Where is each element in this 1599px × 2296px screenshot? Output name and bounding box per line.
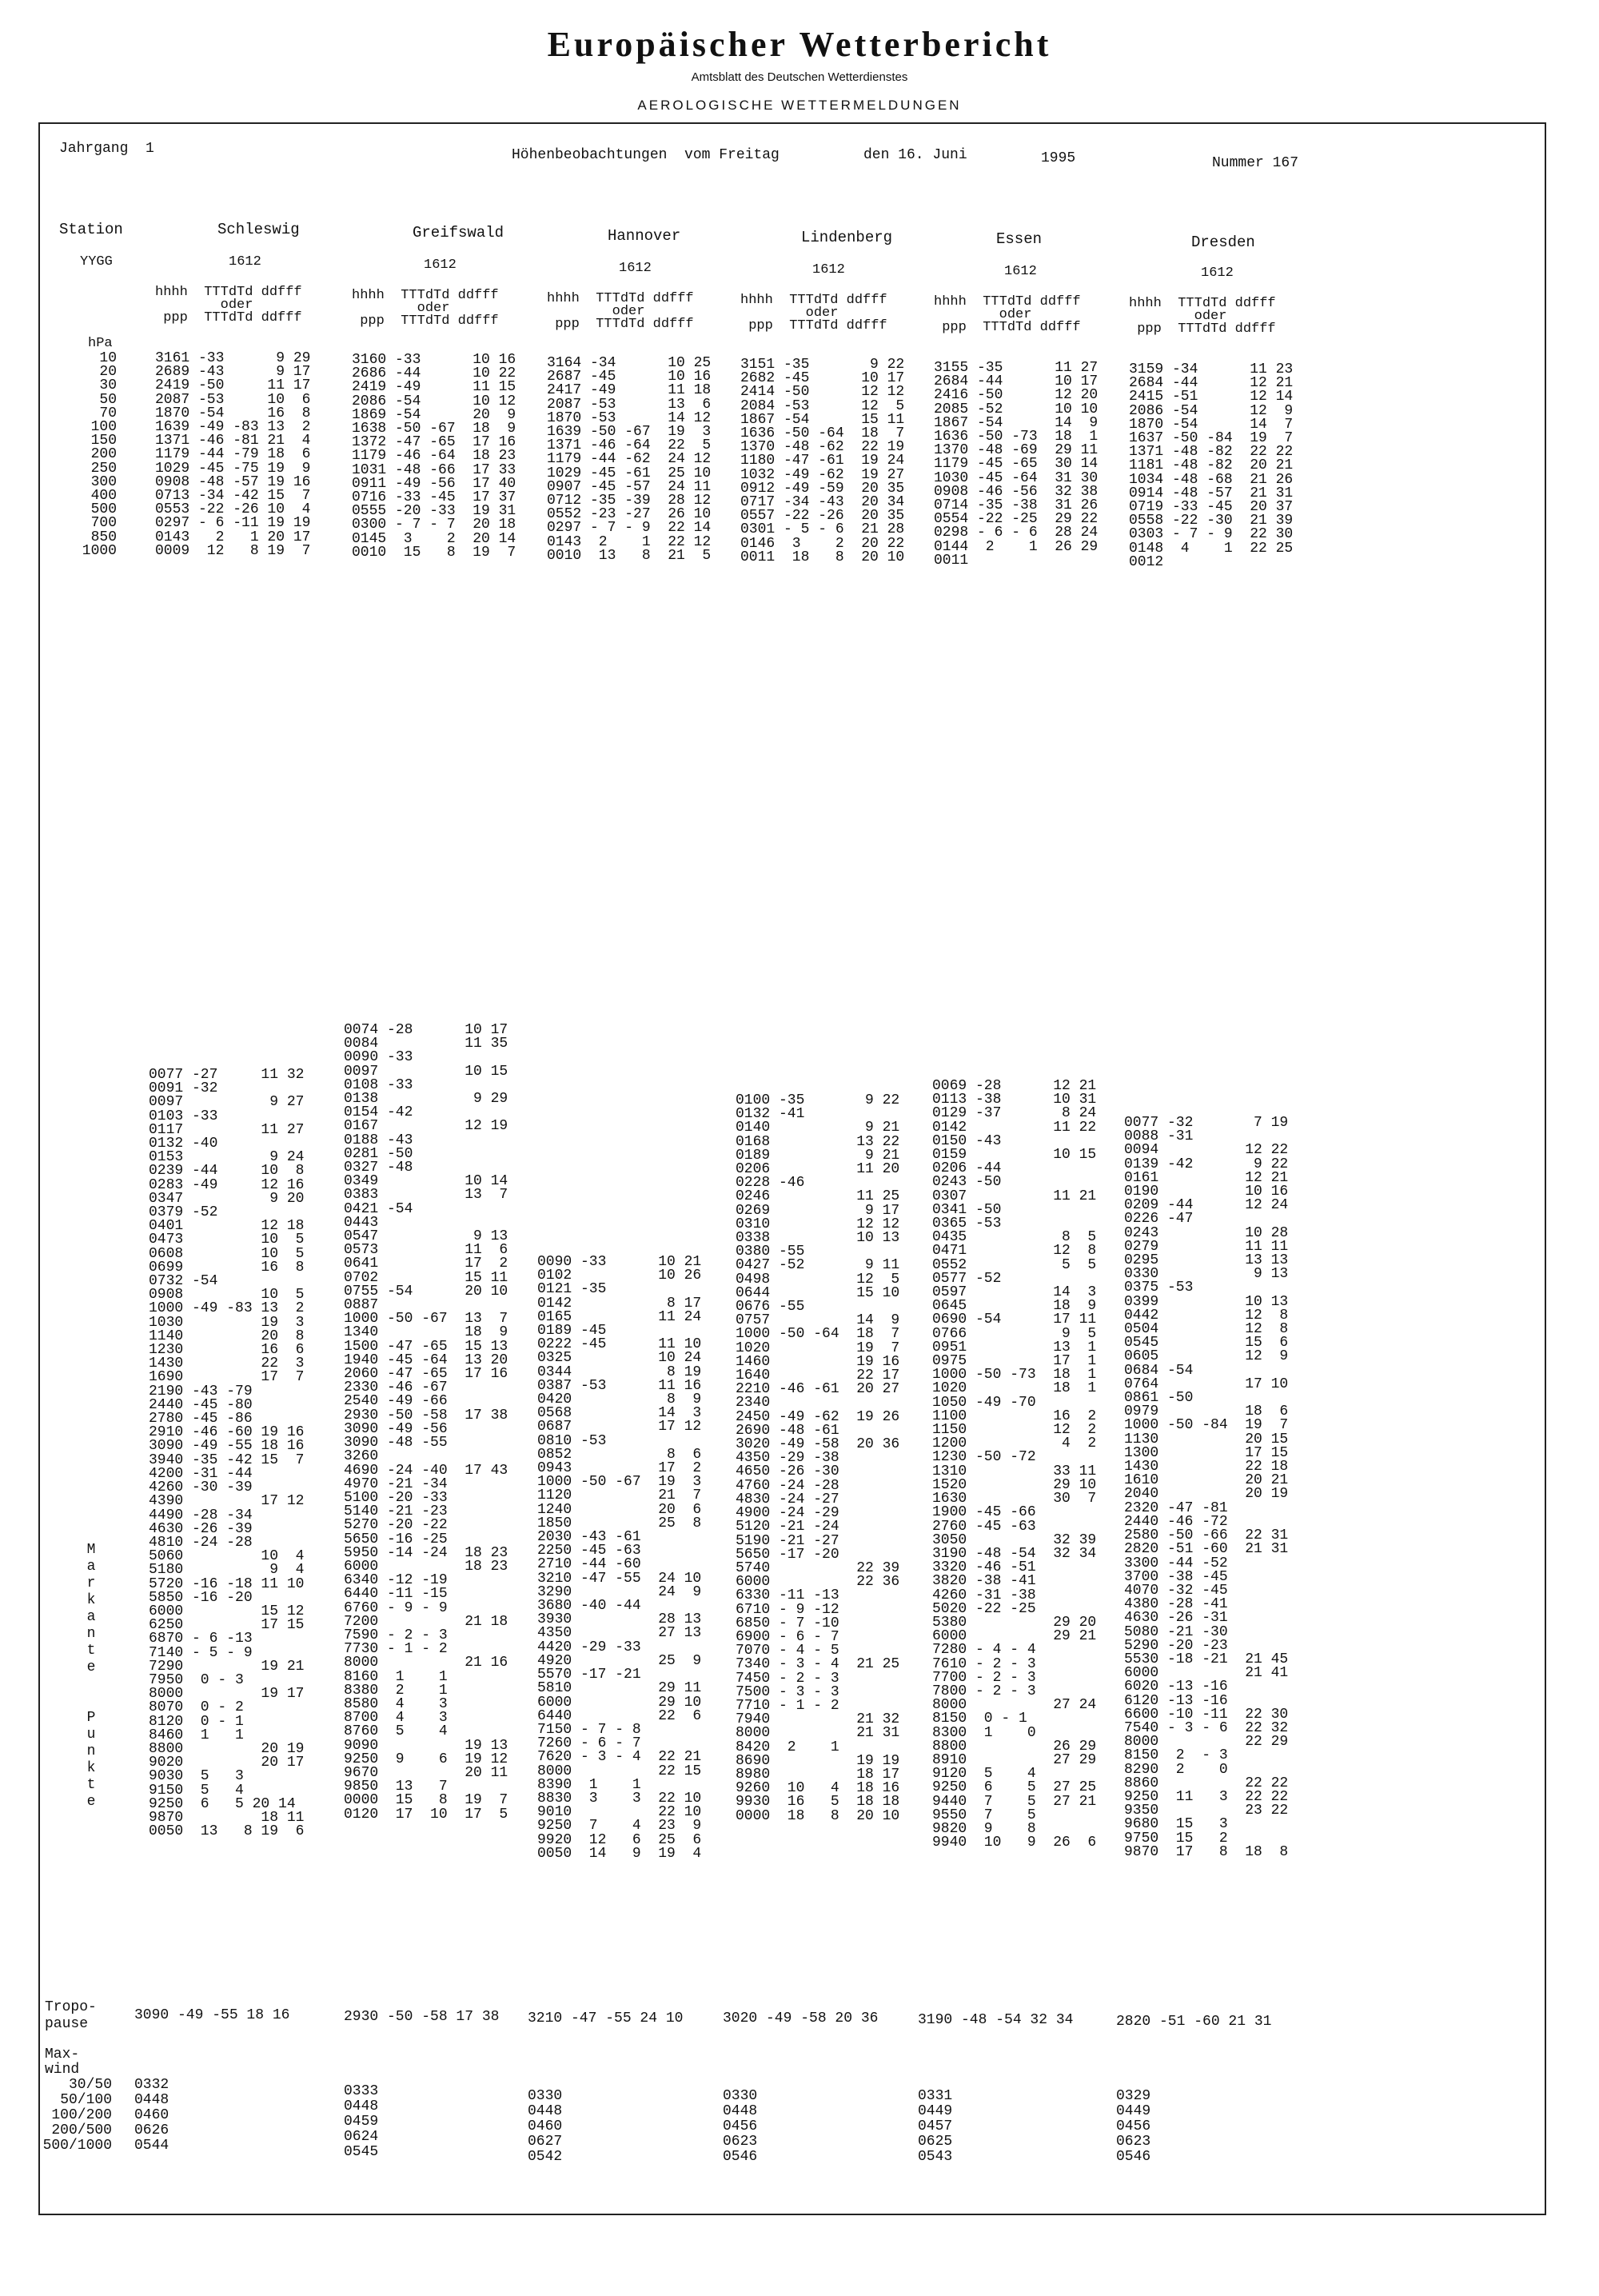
- observation-label: Höhenbeobachtungen vom Freitag: [512, 147, 780, 163]
- maxwind-data: 0332 0448 0460 0626 0544: [134, 2077, 169, 2154]
- tropopause-data: 3210 -47 -55 24 10: [528, 2010, 684, 2026]
- column-header: hhhh TTTdTd ddfff oder ppp TTTdTd ddfff: [1129, 296, 1276, 337]
- column-header: hhhh TTTdTd ddfff oder ppp TTTdTd ddfff: [740, 293, 887, 333]
- tropopause-data: 3020 -49 -58 20 36: [723, 2010, 879, 2026]
- tropopause-data: 3090 -49 -55 18 16: [134, 2007, 290, 2023]
- station-name: Greifswald: [413, 224, 504, 242]
- significant-levels-data: 0100 -35 9 22 0132 -41 0140 9 21 0168 13 22 0189 9 21 0206 11 20 0228 -46 0246 11 25 0269 9 17 0310 12 12 0338 10 13 0380 -55 0427 -52 9 11 0498 12 5 0644 15 10 0676 -55 0757 14 9 1000 -50 -64 18 7 1020 19 7 1460 19 16 1640 22 17 2210 -46 -61 20 27 2340 2450 -49 -62 19 26 2690 -48 -61 3020 -49 -58 20 36 4350 -29 -38 4650 -26 -30 4760 -24 -28 4830 -24 -27 4900 -24 -29 5120 -21 -24 5190 -21 -27 5650 -17 -20 5740 22 39 6000 22 36 6330 -11 -13 6710 - 9 -12 6850 - 7 -10 6900 - 6 - 7 7070 - 4 - 5 7340 - 3 - 4 21 25 7450 - 2 - 3 7500 - 3 - 3 7710 - 1 - 2 7940 21 32 8000 21 31 8420 2 1 8690 19 19 8980 18 17 9260 10 4 18 16 9930 16 5 18 18 0000 18 8 20 10: [736, 1092, 900, 1824]
- standard-levels-data: 3161 -33 9 29 2689 -43 9 17 2419 -50 11 17 2087 -53 10 6 1870 -54 16 8 1639 -49 -83 13 2 1371 -46 -81 21 4 1179 -44 -79 18 6 1029 -45 -75 19 9 0908 -48 -57 19 16 0713 -34 -42 15 7 0553 -22 -26 10 4 0297 - 6 -11 19 19 0143 2 1 20 17 0009 12 8 19 7: [155, 350, 311, 559]
- significant-levels-data: 0077 -27 11 32 0091 -32 0097 9 27 0103 -33 0117 11 27 0132 -40 0153 9 24 0239 -44 10 8 0283 -49 12 16 0347 9 20 0379 -52 0401 12 18 0473 10 5 0608 10 5 0699 16 8 0732 -54 0908 10 5 1000 -49 -83 13 2 1030 19 3 1140 20 8 1230 16 6 1430 22 3 1690 17 7 2190 -43 -79 2440 -45 -80 2780 -45 -86 2910 -46 -60 19 16 3090 -49 -55 18 16 3940 -35 -42 15 7 4200 -31 -44 4260 -30 -39 4390 17 12 4490 -28 -34 4630 -26 -39 4810 -24 -28 5060 10 4 5180 9 4 5720 -16 -18 11 10 5850 -16 -20 6000 15 12 6250 17 15 6870 - 6 -13 7140 - 5 - 9 7290 19 21 7950 0 - 3 8000 19 17 8070 0 - 2 8120 0 - 1 8460 1 1 8800 20 19 9020 20 17 9030 5 3 9150 5 4 9250 6 5 20 14 9870 18 11 0050 13 8 19 6: [149, 1067, 305, 1840]
- maxwind-data: 0330 0448 0456 0623 0546: [723, 2088, 758, 2165]
- station-time: 1612: [229, 254, 261, 270]
- date: den 16. Juni: [863, 147, 967, 163]
- station-label: Station: [59, 221, 123, 238]
- year: 1995: [1041, 150, 1076, 166]
- significant-levels-data: 0069 -28 12 21 0113 -38 10 31 0129 -37 8 24 0142 11 22 0150 -43 0159 10 15 0206 -44 0243 -50 0307 11 21 0341 -50 0365 -53 0435 8 5 0471 12 8 0552 5 5 0577 -52 0597 14 3 0645 18 9 0690 -54 17 11 0766 9 5 0951 13 1 0975 17 1 1000 -50 -73 18 1 1020 18 1 1050 -49 -70 1100 16 2 1150 12 2 1200 4 2 1230 -50 -72 1310 33 11 1520 29 10 1630 30 7 1900 -45 -66 2760 -45 -63 3050 32 39 3190 -48 -54 32 34 3320 -46 -51 3820 -38 -41 4260 -31 -38 5020 -22 -25 5380 29 20 6000 29 21 7280 - 4 - 4 7610 - 2 - 3 7700 - 2 - 3 7800 - 2 - 3 8000 27 24 8150 0 - 1 8300 1 0 8800 26 29 8910 27 29 9120 5 4 9250 6 5 27 25 9440 7 5 27 21 9550 7 5 9820 9 8 9940 10 9 26 6: [932, 1078, 1097, 1851]
- station-name: Hannover: [608, 227, 681, 245]
- pressure-levels: 10 20 30 50 70 100 150 200 250 300 400 500 700 850 1000: [82, 350, 117, 559]
- station-name: Schleswig: [217, 221, 300, 238]
- subtitle: Amtsblatt des Deutschen Wetterdienstes: [691, 70, 908, 84]
- station-time: 1612: [812, 262, 845, 278]
- standard-levels-data: 3159 -34 11 23 2684 -44 12 21 2415 -51 12 14 2086 -54 12 9 1870 -54 14 7 1637 -50 -84 19 7 1371 -48 -82 22 22 1181 -48 -82 20 21 1034 -48 -68 21 26 0914 -48 -57 21 31 0719 -33 -45 20 37 0558 -22 -30 21 39 0303 - 7 - 9 22 30 0148 4 1 22 25 0012: [1129, 361, 1294, 570]
- station-name: Essen: [996, 230, 1043, 248]
- page-title: Europäischer Wetterbericht: [547, 25, 1052, 64]
- standard-levels-data: 3151 -35 9 22 2682 -45 10 17 2414 -50 12 12 2084 -53 12 5 1867 -54 15 11 1636 -50 -64 18 7 1370 -48 -62 22 19 1180 -47 -61 19 24 1032 -49 -62 19 27 0912 -49 -59 20 35 0717 -34 -43 20 34 0557 -22 -26 20 35 0301 - 5 - 6 21 28 0146 3 2 20 22 0011 18 8 20 10: [740, 357, 905, 565]
- station-time: 1612: [424, 258, 457, 273]
- tropopause-label: Tropo- pause: [45, 1999, 97, 2032]
- maxwind-levels: 30/50 50/100 100/200 200/500 500/1000: [42, 2077, 112, 2154]
- maxwind-data: 0333 0448 0459 0624 0545: [344, 2083, 379, 2160]
- hpa-label: hPa: [88, 336, 113, 351]
- significant-levels-data: 0074 -28 10 17 0084 11 35 0090 -33 0097 10 15 0108 -33 0138 9 29 0154 -42 0167 12 19 0188 -43 0281 -50 0327 -48 0349 10 14 0383 13 7 0421 -54 0443 0547 9 13 0573 11 6 0641 17 2 0702 15 11 0755 -54 20 10 0887 1000 -50 -67 13 7 1340 18 9 1500 -47 -65 15 13 1940 -45 -64 13 20 2060 -47 -65 17 16 2330 -46 -67 2540 -49 -66 2930 -50 -58 17 38 3090 -49 -56 3090 -48 -55 3260 4690 -24 -40 17 43 4970 -21 -34 5100 -20 -33 5140 -21 -23 5270 -20 -22 5650 -16 -25 5950 -14 -24 18 23 6000 18 23 6340 -12 -19 6440 -11 -15 6760 - 9 - 9 7200 21 18 7590 - 2 - 3 7730 - 1 - 2 8000 21 16 8160 1 1 8380 2 1 8580 4 3 8700 4 3 8760 5 4 9090 19 13 9250 9 6 19 12 9670 20 11 9850 13 7 0000 15 8 19 7 0120 17 10 17 5: [344, 1022, 508, 1823]
- maxwind-data: 0329 0449 0456 0623 0546: [1116, 2088, 1151, 2165]
- standard-levels-data: 3164 -34 10 25 2687 -45 10 16 2417 -49 11 18 2087 -53 13 6 1870 -53 14 12 1639 -50 -67 19 3 1371 -46 -64 22 5 1179 -44 -62 24 12 1029 -45 -61 25 10 0907 -45 -57 24 11 0712 -35 -39 28 12 0552 -23 -27 26 10 0297 - 7 - 9 22 14 0143 2 1 22 12 0010 13 8 21 5: [547, 355, 712, 564]
- station-name: Lindenberg: [801, 229, 893, 246]
- column-header: hhhh TTTdTd ddfff oder ppp TTTdTd ddfff: [155, 285, 302, 325]
- significant-levels-data: 0077 -32 7 19 0088 -31 0094 12 22 0139 -42 9 22 0161 12 21 0190 10 16 0209 -44 12 24 0226 -47 0243 10 28 0279 11 11 0295 13 13 0330 9 13 0375 -53 0399 10 13 0442 12 8 0504 12 8 0545 15 6 0605 12 9 0684 -54 0764 17 10 0861 -50 0979 18 6 1000 -50 -84 19 7 1130 20 15 1300 17 15 1430 22 18 1610 20 21 2040 20 19 2320 -47 -81 2440 -46 -72 2580 -50 -66 22 31 2820 -51 -60 21 31 3300 -44 -52 3700 -38 -45 4070 -32 -45 4380 -28 -41 4630 -26 -31 5080 -21 -30 5290 -20 -23 5530 -18 -21 21 45 6000 21 41 6020 -13 -16 6120 -13 -16 6600 -10 -11 22 30 7540 - 3 - 6 22 32 8000 22 29 8150 2 - 3 8290 2 0 8860 22 22 9250 11 3 22 22 9350 23 22 9680 15 3 9750 15 2 9870 17 8 18 8: [1124, 1115, 1289, 1860]
- markante-punkte-label: M a r k a n t e P u n k t e: [86, 1542, 96, 1810]
- station-time: 1612: [1004, 264, 1037, 279]
- maxwind-data: 0331 0449 0457 0625 0543: [918, 2088, 953, 2165]
- station-time: 1612: [1201, 266, 1234, 281]
- yygg-label: YYGG: [80, 254, 113, 270]
- station-time: 1612: [619, 261, 652, 276]
- issue-number: Nummer 167: [1212, 155, 1299, 171]
- maxwind-label: Max- wind: [45, 2046, 80, 2078]
- column-header: hhhh TTTdTd ddfff oder ppp TTTdTd ddfff: [934, 294, 1081, 335]
- section-title: AEROLOGISCHE WETTERMELDUNGEN: [637, 98, 962, 113]
- significant-levels-data: 0090 -33 10 21 0102 10 26 0121 -35 0142 8 17 0165 11 24 0189 -45 0222 -45 11 10 0325 10 24 0344 8 19 0387 -53 11 16 0420 8 9 0568 14 3 0687 17 12 0810 -53 0852 8 6 0943 17 2 1000 -50 -67 19 3 1120 21 7 1240 20 6 1850 25 8 2030 -43 -61 2250 -45 -63 2710 -44 -60 3210 -47 -55 24 10 3290 24 9 3680 -40 -44 3930 28 13 4350 27 13 4420 -29 -33 4920 25 9 5570 -17 -21 5810 29 11 6000 29 10 6440 22 6 7150 - 7 - 8 7260 - 6 - 7 7620 - 3 - 4 22 21 8000 22 15 8390 1 1 8830 3 3 22 10 9010 22 10 9250 7 4 23 9 9920 12 6 25 6 0050 14 9 19 4: [537, 1254, 702, 1862]
- column-header: hhhh TTTdTd ddfff oder ppp TTTdTd ddfff: [352, 288, 499, 329]
- tropopause-data: 2820 -51 -60 21 31: [1116, 2014, 1272, 2030]
- tropopause-data: 2930 -50 -58 17 38: [344, 2009, 500, 2025]
- maxwind-data: 0330 0448 0460 0627 0542: [528, 2088, 563, 2165]
- standard-levels-data: 3160 -33 10 16 2686 -44 10 22 2419 -49 11 15 2086 -54 10 12 1869 -54 20 9 1638 -50 -67 18 9 1372 -47 -65 17 16 1179 -46 -64 18 23 1031 -48 -66 17 33 0911 -49 -56 17 40 0716 -33 -45 17 37 0555 -20 -33 19 31 0300 - 7 - 7 20 18 0145 3 2 20 14 0010 15 8 19 7: [352, 352, 516, 561]
- standard-levels-data: 3155 -35 11 27 2684 -44 10 17 2416 -50 12 20 2085 -52 10 10 1867 -54 14 9 1636 -50 -73 18 1 1370 -48 -69 29 11 1179 -45 -65 30 14 1030 -45 -64 31 30 0908 -46 -56 32 38 0714 -35 -38 31 26 0554 -22 -25 29 22 0298 - 6 - 6 28 24 0144 2 1 26 29 0011: [934, 360, 1099, 569]
- jahrgang: Jahrgang 1: [59, 141, 154, 157]
- column-header: hhhh TTTdTd ddfff oder ppp TTTdTd ddfff: [547, 291, 694, 332]
- station-name: Dresden: [1191, 234, 1255, 251]
- tropopause-data: 3190 -48 -54 32 34: [918, 2012, 1074, 2028]
